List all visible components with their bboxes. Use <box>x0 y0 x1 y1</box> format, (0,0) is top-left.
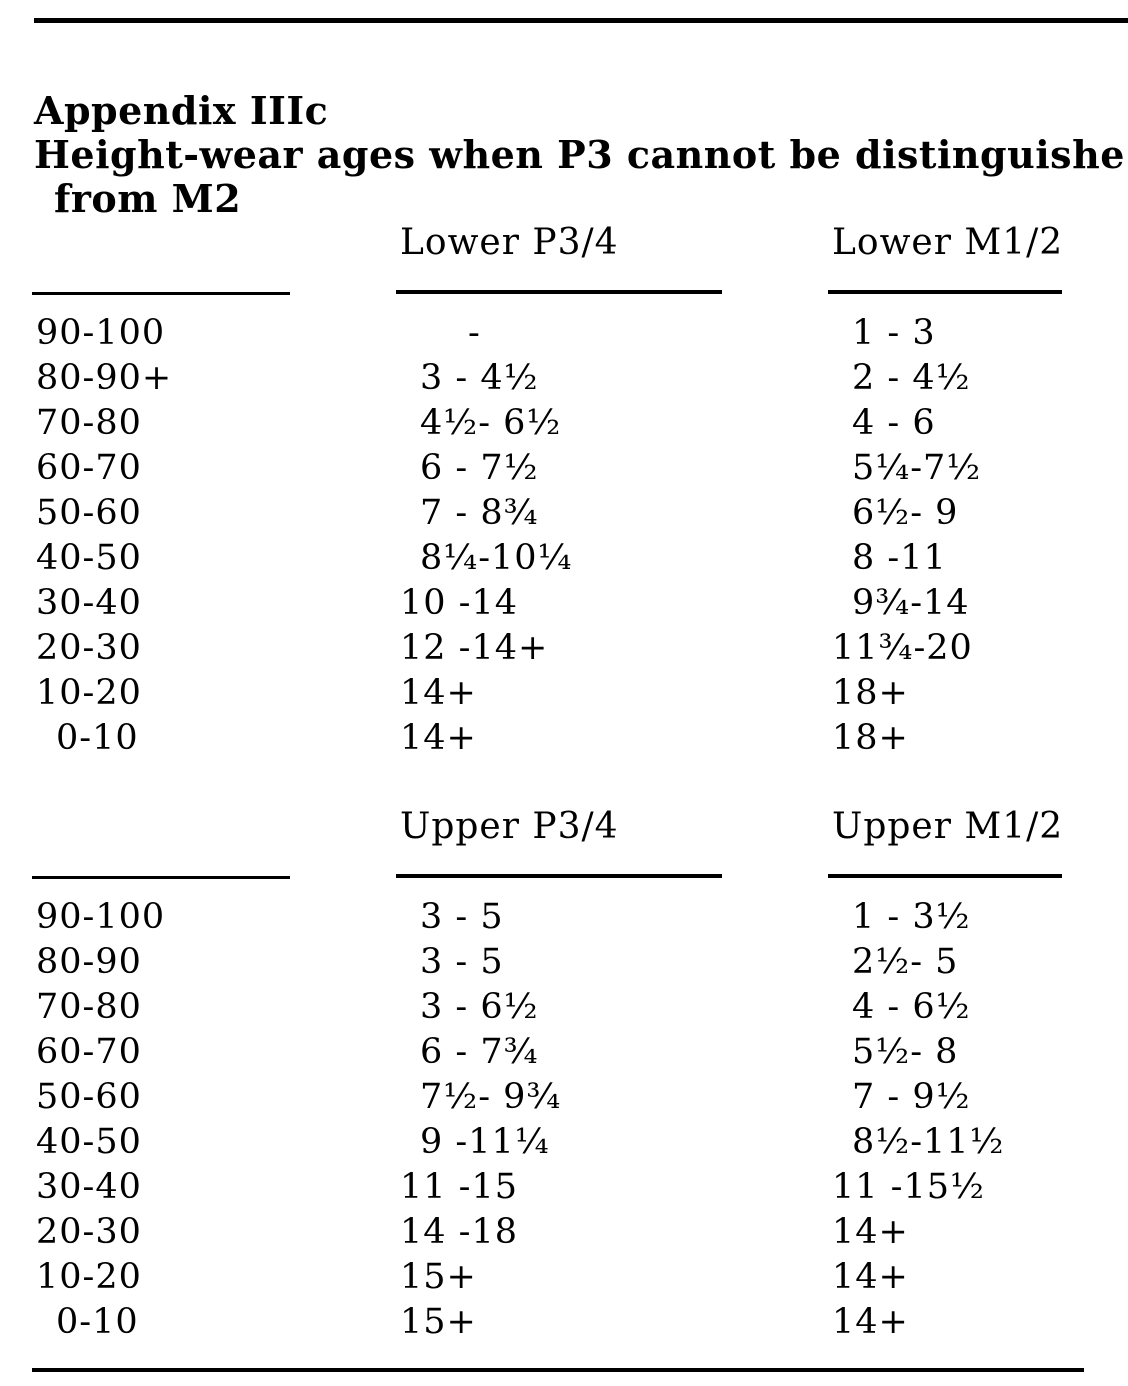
p-cell: 12 -14+ <box>400 628 549 668</box>
lower-m-column-header: Lower M1/2 <box>832 222 1064 263</box>
m-cell: 14+ <box>832 1302 909 1342</box>
m-cell: 2½- 5 <box>852 942 959 982</box>
p-cell: 15+ <box>400 1257 477 1297</box>
m-cell: 8 -11 <box>852 538 947 578</box>
range-cell: 10-20 <box>36 673 142 713</box>
p-cell: 3 - 5 <box>420 897 504 937</box>
range-cell: 90-100 <box>36 313 166 353</box>
p-cell: 6 - 7¾ <box>420 1032 539 1072</box>
m-cell: 5¼-7½ <box>852 448 982 488</box>
range-cell: 40-50 <box>36 538 142 578</box>
m-cell: 9¾-14 <box>852 583 970 623</box>
lower-m-header-rule <box>828 290 1062 294</box>
range-cell: 40-50 <box>36 1122 142 1162</box>
upper-p-column-header: Upper P3/4 <box>400 806 619 847</box>
p-cell: 3 - 5 <box>420 942 504 982</box>
p-cell: 10 -14 <box>400 583 519 623</box>
m-cell: 1 - 3½ <box>852 897 971 937</box>
range-cell: 10-20 <box>36 1257 142 1297</box>
range-cell: 0-10 <box>56 1302 139 1342</box>
upper-m-header-rule <box>828 874 1062 878</box>
range-cell: 0-10 <box>56 718 139 758</box>
p-cell: 14+ <box>400 673 477 713</box>
p-cell: 3 - 6½ <box>420 987 539 1027</box>
upper-range-header-rule <box>32 876 290 879</box>
m-cell: 2 - 4½ <box>852 358 971 398</box>
upper-p-header-rule <box>396 874 722 878</box>
m-cell: 14+ <box>832 1212 909 1252</box>
p-cell: 8¼-10¼ <box>420 538 573 578</box>
table-title-line1: Height-wear ages when P3 cannot be distinguishe <box>34 132 1125 177</box>
range-cell: 80-90+ <box>36 358 173 398</box>
m-cell: 1 - 3 <box>852 313 936 353</box>
lower-p-column-header: Lower P3/4 <box>400 222 619 263</box>
range-cell: 60-70 <box>36 1032 142 1072</box>
appendix-label: Appendix IIIc <box>34 88 329 133</box>
p-cell: 3 - 4½ <box>420 358 539 398</box>
m-cell: 11¾-20 <box>832 628 973 668</box>
range-cell: 80-90 <box>36 942 142 982</box>
range-cell: 50-60 <box>36 493 142 533</box>
range-cell: 60-70 <box>36 448 142 488</box>
range-cell: 20-30 <box>36 1212 142 1252</box>
range-cell: 20-30 <box>36 628 142 668</box>
m-cell: 14+ <box>832 1257 909 1297</box>
p-cell: 11 -15 <box>400 1167 519 1207</box>
p-cell: 7½- 9¾ <box>420 1077 562 1117</box>
m-cell: 18+ <box>832 718 909 758</box>
range-cell: 30-40 <box>36 1167 142 1207</box>
p-cell: 14 -18 <box>400 1212 519 1252</box>
p-cell: 9 -11¼ <box>420 1122 550 1162</box>
range-cell: 70-80 <box>36 403 142 443</box>
m-cell: 11 -15½ <box>832 1167 985 1207</box>
m-cell: 18+ <box>832 673 909 713</box>
m-cell: 4 - 6 <box>852 403 936 443</box>
m-cell: 7 - 9½ <box>852 1077 971 1117</box>
p-cell: 7 - 8¾ <box>420 493 539 533</box>
upper-m-column-header: Upper M1/2 <box>832 806 1064 847</box>
p-cell: 15+ <box>400 1302 477 1342</box>
range-cell: 70-80 <box>36 987 142 1027</box>
lower-range-header-rule <box>32 292 290 295</box>
p-cell: 4½- 6½ <box>420 403 562 443</box>
bottom-rule <box>32 1368 1084 1372</box>
m-cell: 8½-11½ <box>852 1122 1005 1162</box>
range-cell: 50-60 <box>36 1077 142 1117</box>
table-title-line2: from M2 <box>54 176 242 221</box>
m-cell: 5½- 8 <box>852 1032 959 1072</box>
range-cell: 30-40 <box>36 583 142 623</box>
lower-p-header-rule <box>396 290 722 294</box>
m-cell: 6½- 9 <box>852 493 959 533</box>
p-cell: 6 - 7½ <box>420 448 539 488</box>
p-cell: - <box>468 313 481 353</box>
top-rule <box>34 18 1128 23</box>
range-cell: 90-100 <box>36 897 166 937</box>
p-cell: 14+ <box>400 718 477 758</box>
m-cell: 4 - 6½ <box>852 987 971 1027</box>
